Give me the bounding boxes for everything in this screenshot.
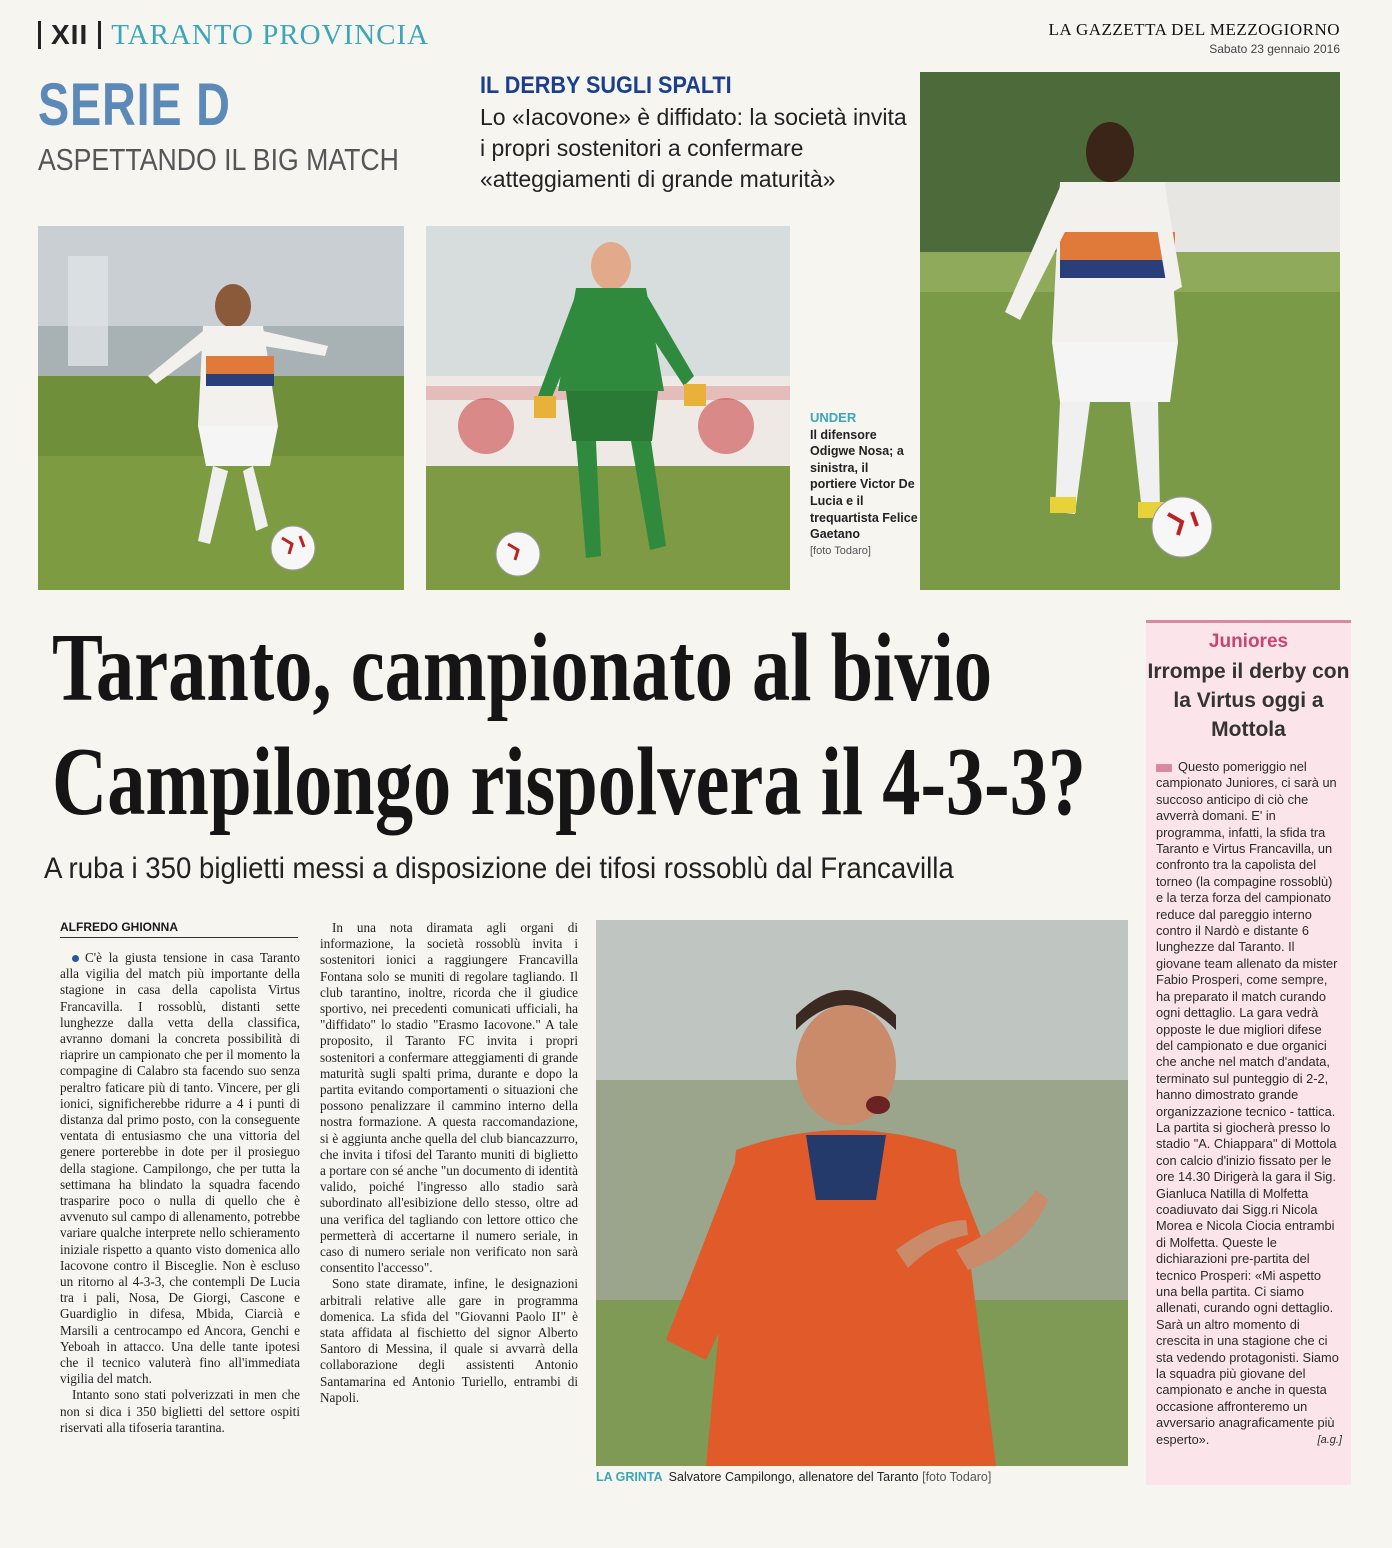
newspaper-name: LA GAZZETTA DEL MEZZOGIORNO [1048,20,1340,39]
author-initials: [a.g.] [1317,1433,1342,1446]
paragraph: In una nota diramata agli organi di informazione, la società rossoblù invita i sostenitori ionici a raggiungere Francavilla Fontana solo se muniti di regolare tagliando. Il club tarantino, inoltre, ricorda che il giudice sportivo, nei precedenti comunicati ufficiali, ha "diffidato" lo stadio "Erasmo Iacovone." A tale proposito, il Taranto FC invita i propri sostenitori a confermare atteggiamenti di grande maturità sugli spalti prima, durante e dopo la partita evitando comportamenti o situazioni che possono penalizzare il cammino interno della nostra formazione. A questa raccomandazione, si è aggiunta anche quella del club biancazzurro, che invita i tifosi del Taranto muniti di biglietto a portare con sé anche "un documento di identità valido, poiché l'ingresso allo stadio sarà subordinato all'esibizione dello stesso, oltre ad una verifica del tagliando con lettore ottico che permetterà di accertarne il numero seriale, in caso di numero seriale non verificato non sarà consentito l'accesso". [320,920,578,1276]
photo-caption-coach [596,1470,991,1484]
section-marker-icon [1156,764,1172,772]
sidebar-title: Irrompe il derby con la Virtus oggi a Mottola [1147,660,1350,741]
photo-coach-campilongo [596,920,1128,1466]
rubric-title: SERIE D [38,71,231,138]
subheadline: A ruba i 350 biglietti messi a disposizione dei tifosi rossoblù dal Francavilla [44,852,954,885]
photo-credit: [foto Todaro] [810,544,871,557]
photo-defender-nosa [920,72,1340,590]
divider [38,21,41,49]
sidebar-text: Questo pomeriggio nel campionato Juniores, ci sarà un succoso anticipo di ciò che avverrà domani. E' in programma, infatti, la sfida tra Taranto e Virtus Francavilla, un confronto tra la capolista del torneo (la compagine rossoblù) e la terza forza del campionato reduce dal pareggio interno contro il Nardò e distante 6 lunghezze dal Taranto. Il giovane team allenato da mister Fabio Prosperi, come sempre, ha preparato il match curando ogni dettaglio. La gara vedrà opposte le due migliori difese del campionato e due organici che anche nel match d'andata, terminato sul punteggio di 2-2, hanno dimostrato grande organizzazione tecnico - tattica. La partita si giocherà presso lo stadio "A. Chiappara" di Mottola con calcio d'inizio fissato per le ore 14.30 Dirigerà la gara il Sig. Gianluca Natilla di Molfetta coadiuvato dai Sigg.ri Nicola Morea e Nicola Ciocia entrambi di Molfetta. Queste le dichiarazioni pre-partita del tecnico Prosperi: «Mi aspetto una bella partita. Ci siamo allenati, curando ogni dettaglio. Sarà un altro momento di crescita in una stagione che ci sta vedendo protagonisti. Siamo la squadra più giovane del campionato e anche in questa occasione affronteremo un avversario anagraficamente più esperto». [1156,759,1339,1447]
derby-title: IL DERBY SUGLI SPALTI [480,72,732,99]
kicker: ASPETTANDO IL BIG MATCH [38,142,399,177]
page-header-right [1049,20,1341,56]
issue-date: Sabato 23 gennaio 2016 [1209,42,1340,56]
photo-goalkeeper-de-lucia [426,226,790,590]
sidebar-body [1156,759,1342,1448]
photo-player-gaetano [38,226,404,590]
article-column-1 [60,950,300,1436]
sidebar-tag: Juniores [1208,631,1289,652]
paragraph [60,950,300,1387]
divider [98,21,101,49]
paragraph-text: C'è la giusta tensione in casa Taranto alla vigilia del match più importante della stagione in casa della capolista Virtus Francavilla. I rossoblù, distanti sette lunghezze dalla vetta della classifica, avranno domani la concreta possibilità di riaprire un campionato che per il momento la compagine di Calabro sta facendo suo senza peraltro faticare più di tanto. Vincere, per gli ionici, significherebbe ridurre a 4 i punti di distanza dal primo posto, con la conseguente ventata di entusiasmo che una vittoria del genere porterebbe in dote per il prosieguo della stagione. Campilongo, che per tutta la settimana ha blindato la squadra facendo trasparire poco o nulla di quello che è avvenuto sul campo di allenamento, potrebbe variare qualche interprete nello schieramento iniziale rispetto a quanto visto domenica allo Iacovone contro il Bisceglie. Non è escluso un ritorno al 4-3-3, che contempli De Lucia tra i pali, Nosa, De Giorgi, Cascone e Guardiglio in difesa, Mbida, Ciarcià e Marsili a centrocampo ed Ancora, Genchi e Yeboah in attacco. Una delle tante ipotesi che il tecnico valuterà fino all'immediata vigilia del match. [60,950,300,1387]
paragraph: Intanto sono stati polverizzati in men che non si dica i 350 biglietti del settore ospiti riservati alla tifoseria tarantina. [60,1387,300,1435]
page-number: XII [51,19,89,50]
section-title: TARANTO PROVINCIA [111,18,430,51]
byline: ALFREDO GHIONNA [60,920,298,938]
bullet-icon [72,955,79,962]
headline-line-1: Taranto, campionato al bivio [52,614,993,722]
caption-text: Salvatore Campilongo, allenatore del Taranto [668,1470,919,1484]
caption-label: UNDER [810,410,857,425]
article-column-2 [320,920,578,1406]
caption-text: Il difensore Odigwe Nosa; a sinistra, il portiere Victor De Lucia e il trequartista Felice Gaetano [810,427,918,542]
photo-caption-under [810,410,918,559]
photo-credit: [foto Todaro] [922,1470,992,1484]
caption-label: LA GRINTA [596,1470,663,1484]
headline-line-2: Campilongo rispolvera il 4-3-3? [52,728,1087,836]
derby-summary: Lo «Iacovone» è diffidato: la società invita i propri sostenitori a confermare «atteggiamenti di grande maturità» [480,104,907,192]
page-header-left [38,18,429,52]
juniores-sidebar [1146,620,1351,1485]
paragraph: Sono state diramate, infine, le designazioni arbitrali relative alle gare in programma domenica. La sfida del "Giovanni Paolo II" è stata affidata al fischietto del signor Alberto Santoro di Messina, il quale si avvarrà della collaborazione degli assistenti Antonio Santamarina ed Antonio Turiello, entrambi di Napoli. [320,1276,578,1405]
